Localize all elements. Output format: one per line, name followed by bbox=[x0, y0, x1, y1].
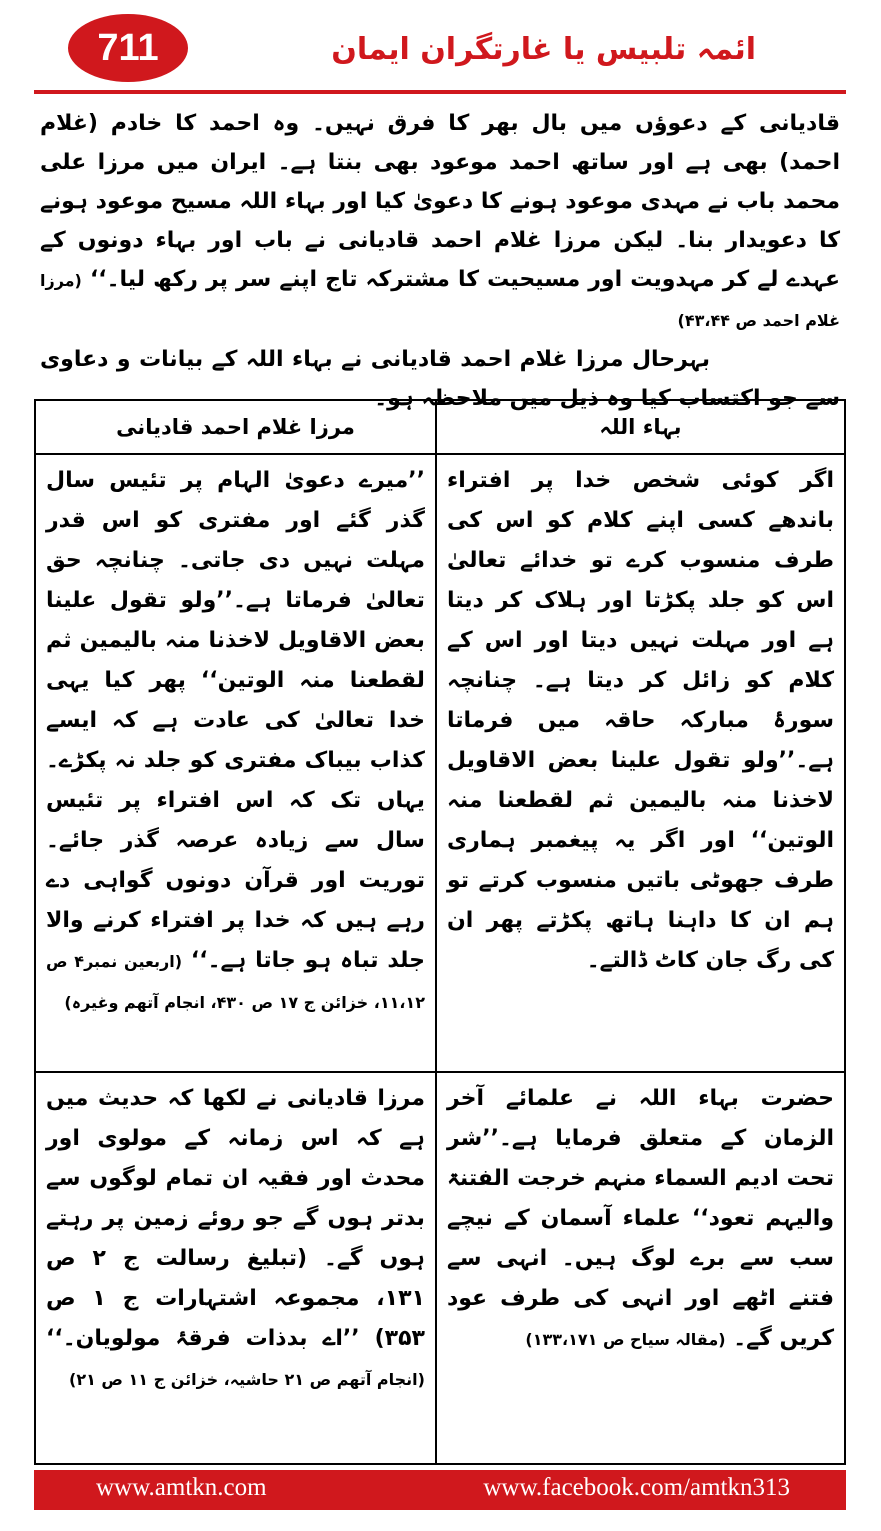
intro-citation-1: (مرزا غلام احمد ص ۴۳،۴۴) bbox=[40, 271, 840, 330]
cell-baha-ullah-row-2 bbox=[436, 1072, 845, 1464]
page-header bbox=[34, 14, 846, 104]
header-mirza-ghulam-ahmad: مرزا غلام احمد قادیانی bbox=[35, 400, 436, 454]
cell-mirza-row-2 bbox=[35, 1072, 436, 1464]
cell-baha-ullah-row-1 bbox=[436, 454, 845, 1072]
header-divider bbox=[34, 90, 846, 94]
table-row bbox=[35, 454, 845, 1072]
intro-paragraph-1-text: قادیانی کے دعوؤں میں بال بھر کا فرق نہیں۔ وہ احمد کا خادم (غلام احمد) بھی ہے اور ساتھ احمد موعود بھی بنتا ہے۔ ایران میں مرزا علی محمد باب نے مہدی موعود ہونے کا دعویٰ کیا اور بہاء اللہ مسیح موعود ہونے کا دعویدار بنا۔ لیکن مرزا غلام احمد قادیانی نے باب اور بہاء دونوں کے عہدے لے کر مہدویت اور مسیحیت کا مشترکہ تاج اپنے سر پر رکھ لیا۔‘‘ bbox=[40, 111, 840, 292]
cell-citation: (انجام آتھم ص ۲۱ حاشیہ، خزائن ج ۱۱ ص ۲۱) bbox=[69, 1370, 425, 1389]
footer-facebook-link[interactable]: www.facebook.com/amtkn313 bbox=[483, 1474, 790, 1501]
intro-paragraph-2: بہرحال مرزا غلام احمد قادیانی نے بہاء اللہ کے بیانات و دعاوی سے جو اکتساب کیا وہ ذیل میں ملاحظہ ہو۔ bbox=[40, 347, 840, 411]
cell-mirza-row-1 bbox=[35, 454, 436, 1072]
footer-bar bbox=[34, 1470, 846, 1510]
intro-paragraph-1 bbox=[40, 104, 840, 340]
cell-text: ’’میرے دعویٰ الہام پر تئیس سال گذر گئے اور مفتری کو اس قدر مہلت نہیں دی جاتی۔ چنانچہ حق تعالیٰ فرماتا ہے۔’’ولو تقول علینا بعض الاقاویل لاخذنا منہ بالیمین ثم لقطعنا منہ الوتین‘‘ پھر کیا یہی خدا تعالیٰ کی عادت ہے کہ ایسے کذاب بیباک مفتری کو جلد نہ پکڑے۔ یہاں تک کہ اس افتراء پر تئیس سال سے زیادہ عرصہ گذر جائے۔ توریت اور قرآن دونوں گواہی دے رہے ہیں کہ خدا پر افتراء کرنے والا جلد تباہ ہو جاتا ہے۔‘‘ bbox=[46, 468, 425, 973]
cell-text: حضرت بہاء اللہ نے علمائے آخر الزمان کے متعلق فرمایا ہے۔’’شر تحت ادیم السماء منہم خرجت الفتنۃ والیہم تعود‘‘ علماء آسمان کے نیچے سب سے برے لوگ ہیں۔ انہی سے فتنے اٹھے اور انہی کی طرف عود کریں گے۔ bbox=[446, 1086, 834, 1351]
cell-text: اگر کوئی شخص خدا پر افتراء باندھے کسی اپنے کلام کو اس کی طرف منسوب کرے تو خدائے تعالیٰ اس کو جلد پکڑتا اور ہلاک کر دیتا ہے اور مہلت نہیں دیتا اور اس کے کلام کو زائل کر دیتا ہے۔ چنانچہ سورۂ مبارکہ حاقہ میں فرماتا ہے۔’’ولو تقول علینا بعض الاقاویل لاخذنا منہ بالیمین ثم لقطعنا منہ الوتین‘‘ اور اگر یہ پیغمبر ہماری طرف جھوٹی باتیں منسوب کرتے تو ہم ان کا داہنا ہاتھ پکڑتے پھر ان کی رگ جان کاٹ ڈالتے۔ bbox=[446, 468, 834, 973]
cell-citation: (اربعین نمبر۴ ص ۱۱،۱۲، خزائن ج ۱۷ ص ۴۳۰، انجام آتھم وغیرہ) bbox=[46, 952, 425, 1012]
comparison-table bbox=[34, 399, 846, 1465]
running-title: ائمہ تلبیس یا غارتگران ایمان bbox=[331, 32, 756, 67]
table-header-row bbox=[35, 400, 845, 454]
page-number-badge: 711 bbox=[68, 14, 188, 82]
table-row bbox=[35, 1072, 845, 1464]
cell-text: مرزا قادیانی نے لکھا کہ حدیث میں ہے کہ اس زمانہ کے مولوی اور محدث اور فقیہ ان تمام لوگوں سے بدتر ہوں گے جو روئے زمین پر رہتے ہوں گے۔ (تبلیغ رسالت ج ۲ ص ۱۳۱، مجموعہ اشتہارات ج ۱ ص ۳۵۳) ’’اے بدذات فرقۂ مولویان۔‘‘ bbox=[46, 1086, 425, 1351]
cell-citation: (مقالہ سیاح ص ۱۳۳،۱۷۱) bbox=[525, 1330, 726, 1349]
intro-text bbox=[40, 104, 840, 418]
footer-website-link[interactable]: www.amtkn.com bbox=[96, 1474, 267, 1501]
header-baha-ullah: بہاء اللہ bbox=[436, 400, 845, 454]
